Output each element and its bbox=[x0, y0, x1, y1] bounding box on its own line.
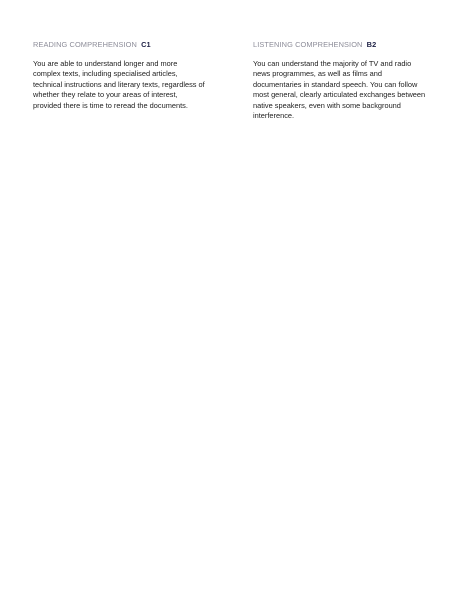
listening-comprehension-description bbox=[253, 59, 433, 121]
description-line: You are able to understand longer and more bbox=[33, 59, 178, 68]
listening-comprehension-label: LISTENING COMPREHENSION bbox=[253, 40, 363, 49]
reading-comprehension-label: READING COMPREHENSION bbox=[33, 40, 137, 49]
description-line: documentaries in standard speech. You can follow bbox=[253, 79, 418, 89]
listening-comprehension-level: B2 bbox=[366, 40, 377, 49]
listening-comprehension-section bbox=[253, 40, 433, 121]
description-line: interference. bbox=[253, 111, 295, 121]
reading-comprehension-heading bbox=[33, 40, 213, 50]
description-line: most general, clearly articulated exchanges between bbox=[253, 90, 426, 100]
description-line: complex texts, including specialised articles, bbox=[33, 69, 178, 79]
reading-comprehension-description bbox=[33, 59, 213, 111]
description-line: news programmes, as well as films and bbox=[253, 69, 382, 79]
listening-comprehension-heading bbox=[253, 40, 433, 50]
reading-comprehension-section bbox=[33, 40, 213, 111]
description-line: provided there is time to reread the documents. bbox=[33, 100, 188, 110]
description-line: You can understand the majority of TV and radio bbox=[253, 59, 412, 68]
description-line: whether they relate to your areas of interest, bbox=[33, 90, 178, 100]
description-line: technical instructions and literary texts, regardless of bbox=[33, 79, 205, 89]
description-line: native speakers, even with some background bbox=[253, 100, 401, 110]
reading-comprehension-level: C1 bbox=[141, 40, 151, 49]
